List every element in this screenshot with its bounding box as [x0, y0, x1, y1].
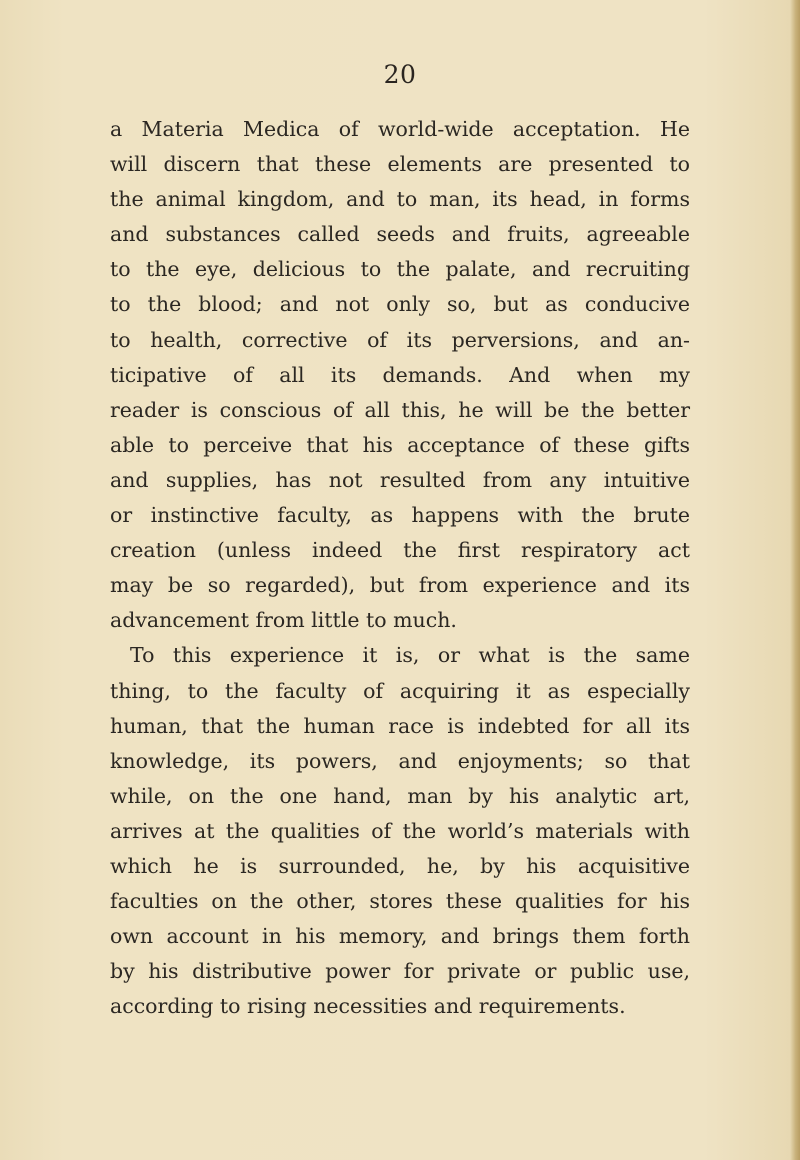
- text-line: and supplies, has not resulted from any intuitive: [110, 467, 690, 492]
- text-line: knowledge, its powers, and enjoyments; so that: [110, 748, 690, 773]
- text-line: reader is conscious of all this, he will be the better: [110, 397, 690, 422]
- text-line: which he is surrounded, he, by his acquisitive: [110, 853, 690, 878]
- text-line: while, on the one hand, man by his analytic art,: [110, 783, 690, 808]
- text-line: creation (unless indeed the first respiratory act: [110, 538, 690, 563]
- text-line: or instinctive faculty, as happens with the brute: [110, 503, 690, 528]
- text-line: human, that the human race is indebted for all its: [110, 713, 690, 738]
- text-line: by his distributive power for private or public use,: [110, 959, 690, 984]
- text-line: To this experience it is, or what is the same: [130, 643, 690, 668]
- text-line: will discern that these elements are presented to: [110, 152, 690, 177]
- text-line: according to rising necessities and requirements.: [110, 994, 626, 1019]
- text-line: may be so regarded), but from experience and its: [110, 573, 690, 598]
- text-line: arrives at the qualities of the world’s materials with: [110, 818, 690, 843]
- text-line: the animal kingdom, and to man, its head, in forms: [110, 187, 690, 212]
- text-line: own account in his memory, and brings them forth: [110, 924, 690, 949]
- text-line: to the blood; and not only so, but as conducive: [110, 292, 690, 317]
- body-text: [110, 112, 690, 1024]
- text-line: advancement from little to much.: [110, 608, 457, 633]
- text-line: ticipative of all its demands. And when my: [110, 362, 690, 387]
- text-line: faculties on the other, stores these qualities for his: [110, 889, 690, 914]
- page-number: 20: [383, 60, 417, 89]
- text-line: to the eye, delicious to the palate, and recruiting: [110, 257, 690, 282]
- text-line: thing, to the faculty of acquiring it as especially: [110, 678, 690, 703]
- text-line: and substances called seeds and fruits, agreeable: [110, 222, 690, 247]
- text-line: to health, corrective of its perversions, and an-: [110, 327, 690, 352]
- text-line: able to perceive that his acceptance of these gifts: [110, 432, 690, 457]
- page-edge-shadow: [790, 0, 800, 1160]
- text-line: a Materia Medica of world-wide acceptation. He: [110, 117, 690, 141]
